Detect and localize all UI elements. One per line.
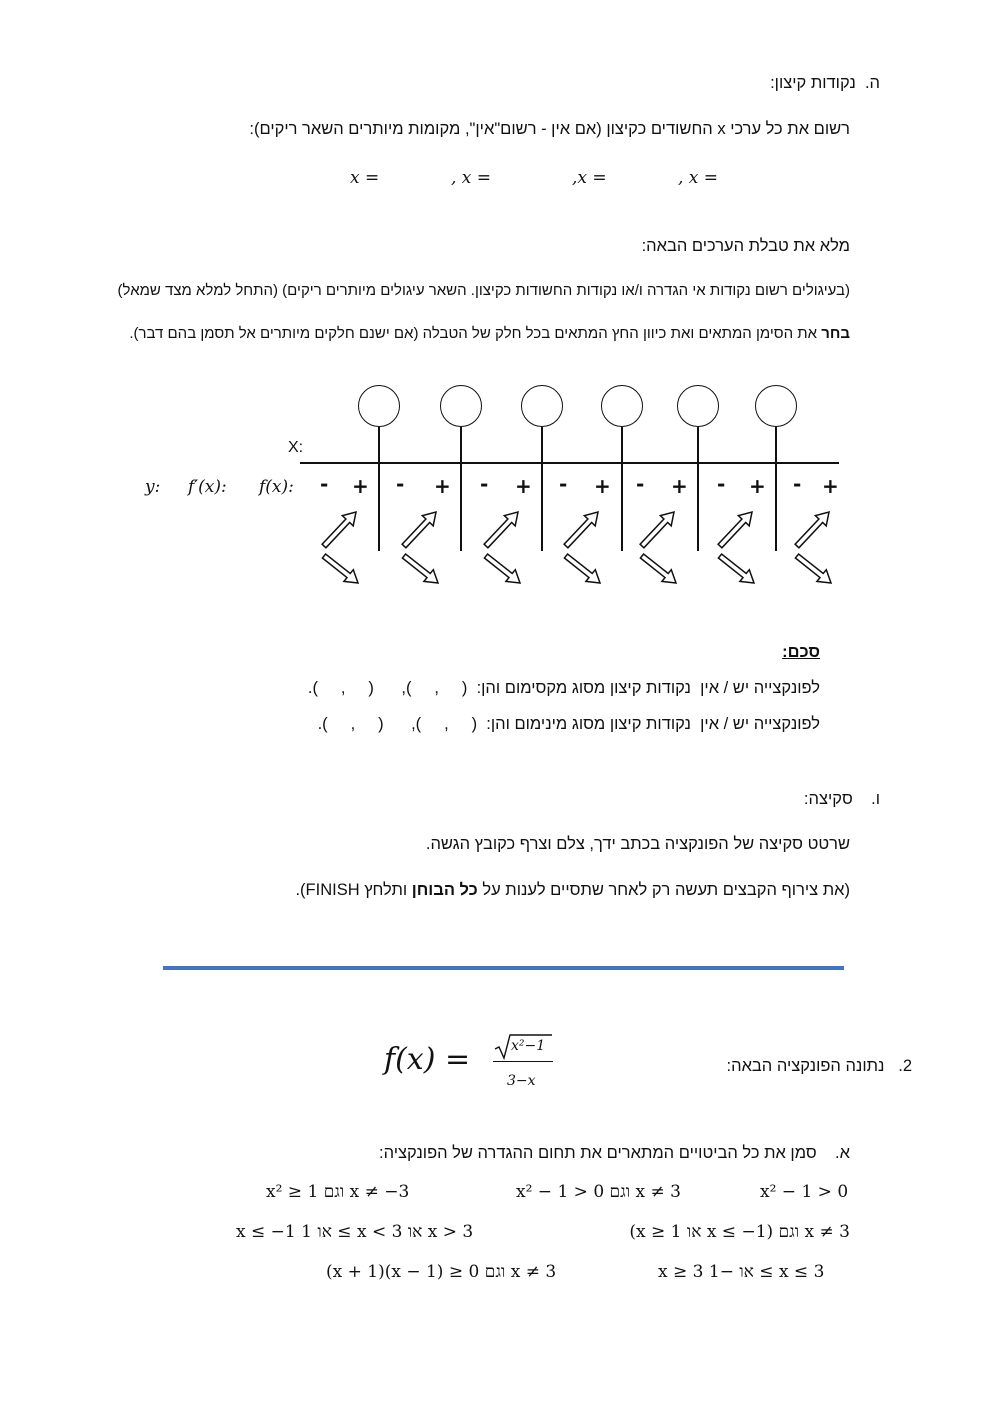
row-label-f: f(x): [259, 477, 294, 497]
critical-point-circle-2[interactable] [440, 385, 482, 427]
sign-plus-3[interactable]: + [515, 474, 532, 498]
sign-minus-3[interactable]: - [480, 472, 489, 496]
sign-minus-1[interactable]: - [320, 472, 329, 496]
domain-option-1[interactable]: x² − 1 > 0 [760, 1182, 849, 1202]
x-slot-2[interactable]: ,x = [572, 168, 607, 188]
arrow-down-right-icon[interactable] [718, 554, 754, 583]
section-v-line1: שרטט סקיצה של הפונקציה בכתב ידך, צלם וצרף כקובץ הגשה. [425, 835, 850, 853]
section-v-line2-pre: (את צירוף הקבצים תעשה רק לאחר שתסיים לענות על [477, 881, 850, 899]
sign-plus-4[interactable]: + [594, 474, 611, 498]
table-divider-2 [460, 427, 462, 551]
sign-minus-7[interactable]: - [793, 472, 802, 496]
question-2-heading [727, 1057, 912, 1076]
section-h-letter: ה. [864, 74, 880, 92]
arrow-down-right-icon[interactable] [402, 554, 438, 583]
arrow-up-right-icon[interactable] [322, 512, 356, 548]
row-label-fprime: f′(x): [188, 477, 227, 497]
table-divider-3 [541, 427, 543, 551]
sign-plus-7[interactable]: + [822, 474, 839, 498]
domain-option-7[interactable]: (x + 1)(x − 1) ≥ 0 וגם x ≠ 3 [326, 1262, 557, 1282]
sign-plus-1[interactable]: + [352, 474, 369, 498]
domain-option-3[interactable]: x² ≥ 1 וגם x ≠ −3 [266, 1182, 410, 1202]
choose-word: בחר [821, 325, 850, 342]
section-h-title: נקודות קיצון: [770, 74, 856, 92]
arrow-up-right-icon[interactable] [795, 512, 829, 548]
function-formula [384, 1032, 564, 1094]
domain-option-4[interactable]: x ≠ 3 וגם (x ≤ −1 או x ≥ 1) [629, 1222, 850, 1242]
sign-minus-4[interactable]: - [559, 472, 568, 496]
sign-minus-2[interactable]: - [396, 472, 405, 496]
critical-point-circle-6[interactable] [755, 385, 797, 427]
table-instruction-3-rest: את הסימן המתאים ואת כיוון החץ המתאים בכל חלק של הטבלה (אם ישנם חלקים מיותרים אל תסמן בהם דבר). [129, 325, 822, 342]
arrow-down-right-icon[interactable] [640, 554, 676, 583]
section-h-heading [770, 74, 880, 93]
table-divider-6 [775, 427, 777, 551]
domain-option-2[interactable]: x² − 1 > 0 וגם x ≠ 3 [516, 1182, 681, 1202]
section-divider [163, 966, 844, 970]
arrow-down-right-icon[interactable] [484, 554, 520, 583]
table-divider-1 [378, 427, 380, 551]
formula-numerator: x²−1 [511, 1038, 546, 1054]
arrow-up-right-icon[interactable] [484, 512, 518, 548]
sign-minus-5[interactable]: - [636, 472, 645, 496]
arrow-up-right-icon[interactable] [640, 512, 674, 548]
fraction-bar [493, 1061, 553, 1062]
critical-point-circle-4[interactable] [601, 385, 643, 427]
x-slot-4[interactable]: x = [350, 168, 380, 188]
arrow-up-right-icon[interactable] [718, 512, 752, 548]
summary-min-line[interactable]: לפונקצייה יש / אין נקודות קיצון מסוג מינימום והן: ( , ), ( , ). [317, 715, 820, 733]
section-v-title: סקיצה: [803, 790, 853, 808]
formula-denominator: 3−x [507, 1073, 536, 1089]
section-v-letter: ו. [871, 790, 880, 808]
row-label-y: y: [145, 477, 161, 497]
x-slot-1[interactable]: , x = [678, 168, 719, 188]
section-v-line2 [295, 881, 850, 900]
table-divider-5 [697, 427, 699, 551]
sign-plus-2[interactable]: + [434, 474, 451, 498]
formula-lhs: f(x) = [384, 1042, 471, 1077]
sign-minus-6[interactable]: - [717, 472, 726, 496]
section-a-heading [379, 1144, 850, 1163]
table-axis-line [300, 462, 839, 464]
domain-option-6[interactable]: x ≥ 3 או −1 ≤ x ≤ 3 [658, 1262, 825, 1282]
summary-max-line[interactable]: לפונקצייה יש / אין נקודות קיצון מסוג מקסימום והן: ( , ), ( , ). [307, 679, 820, 697]
sign-plus-5[interactable]: + [671, 474, 688, 498]
section-v-line2-bold: כל הבוחן [411, 881, 478, 899]
table-divider-4 [621, 427, 623, 551]
section-a-letter: א. [835, 1144, 850, 1162]
section-a-text: סמן את כל הביטויים המתארים את תחום ההגדרה של הפונקציה: [378, 1144, 817, 1162]
question-2-text: נתונה הפונקציה הבאה: [726, 1057, 885, 1075]
x-slot-3[interactable]: , x = [451, 168, 492, 188]
arrow-up-right-icon[interactable] [564, 512, 598, 548]
arrow-down-right-icon[interactable] [322, 554, 358, 583]
sign-plus-6[interactable]: + [749, 474, 766, 498]
critical-point-circle-3[interactable] [521, 385, 563, 427]
critical-point-circle-5[interactable] [677, 385, 719, 427]
table-instruction-1: מלא את טבלת הערכים הבאה: [641, 237, 850, 255]
table-instruction-3 [129, 325, 850, 342]
x-axis-label: X: [288, 439, 304, 456]
arrow-down-right-icon[interactable] [795, 554, 831, 583]
question-2-number: 2. [898, 1057, 912, 1075]
section-v-heading [804, 790, 880, 809]
section-h-instruction: רשום את כל ערכי x החשודים כקיצון (אם אין - רשום"אין", מקומות מיותרים השאר ריקים): [249, 120, 850, 138]
arrow-down-right-icon[interactable] [564, 554, 600, 583]
section-v-line2-post: ותלחץ FINISH). [295, 881, 412, 899]
summary-title: סכם: [782, 643, 820, 661]
table-instruction-2: (בעיגולים רשום נקודות אי הגדרה ו/או נקודות החשודות כקיצון. השאר עיגולים מיותרים ריקים) (התחל למלא מצד שמאל) [117, 282, 850, 299]
critical-point-circle-1[interactable] [358, 385, 400, 427]
arrow-up-right-icon[interactable] [402, 512, 436, 548]
domain-option-5[interactable]: x ≤ −1 או 1 ≤ x < 3 או x > 3 [236, 1222, 474, 1242]
